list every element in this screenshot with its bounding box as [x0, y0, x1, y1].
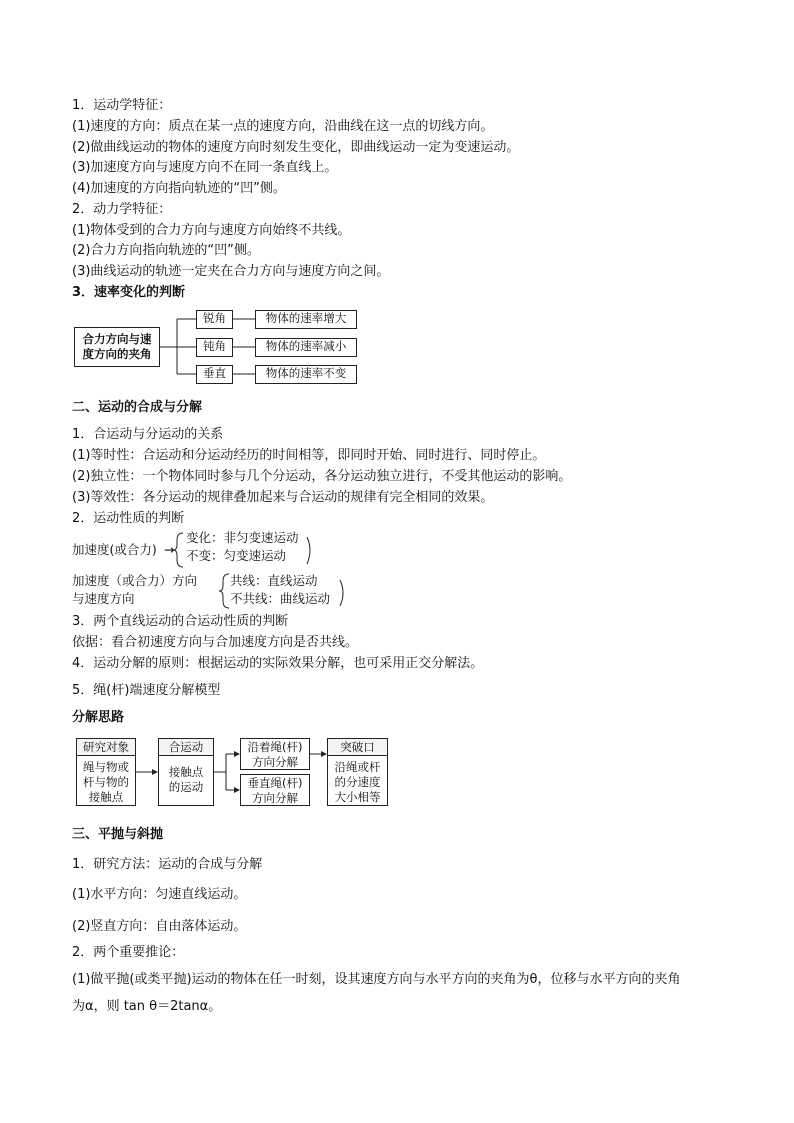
flow-line: 绳与物或 [83, 760, 129, 774]
list-item: (2)竖直方向：自由落体运动。 [72, 919, 247, 934]
angle-box-right: 垂直 [196, 365, 233, 384]
flow-line: 杆与物的 [83, 775, 129, 789]
rule-top-branch: 共线：直线运动 [230, 573, 318, 588]
flow-box-head: 合运动 [159, 739, 213, 756]
rule-left-label: 加速度（或合力）方向 [72, 573, 198, 588]
list-item: (3)曲线运动的轨迹一定夹在合力方向与速度方向之间。 [72, 264, 390, 279]
flow-line: 接触点 [88, 790, 124, 804]
flow-line: 的运动 [168, 780, 204, 794]
rule-left-label: 加速度(或合力) [72, 542, 157, 557]
angle-box-obtuse: 钝角 [196, 338, 233, 357]
heading-dynamics: 2．动力学特征： [72, 202, 172, 217]
flow-box-head: 突破口 [328, 739, 387, 756]
result-box-decrease: 物体的速率减小 [255, 338, 357, 357]
rule-top-branch: 变化：非匀变速运动 [186, 530, 299, 545]
flow-line: 垂直绳(杆) [247, 776, 303, 790]
flow-line: 接触点 [168, 765, 204, 779]
part-title-projectile: 三、平抛与斜抛 [72, 827, 164, 842]
subheading-approach: 分解思路 [72, 710, 125, 725]
heading-speed-change: 3．速率变化的判断 [72, 285, 186, 300]
list-item: (1)速度的方向：质点在某一点的速度方向，沿曲线在这一点的切线方向。 [72, 119, 494, 134]
paragraph: 4．运动分解的原则：根据运动的实际效果分解，也可采用正交分解法。 [72, 656, 484, 671]
heading-kinematics: 1．运动学特征： [72, 98, 172, 113]
flow-line: 大小相等 [334, 790, 381, 804]
heading-corollaries: 2．两个重要推论： [72, 945, 185, 960]
paragraph: 1．研究方法：运动的合成与分解 [72, 857, 263, 872]
result-box-increase: 物体的速率增大 [255, 310, 357, 329]
heading-two-lines: 3．两个直线运动的合运动性质的判断 [72, 614, 289, 629]
result-box-unchanged: 物体的速率不变 [255, 365, 357, 384]
list-item: (2)做曲线运动的物体的速度方向时刻发生变化，即曲线运动一定为变速运动。 [72, 140, 520, 155]
rule-bottom-branch: 不共线：曲线运动 [230, 591, 331, 606]
list-item: (1)物体受到的合力方向与速度方向始终不共线。 [72, 223, 351, 238]
flow-line: 沿绳或杆 [334, 760, 381, 774]
paragraph: 为α，则 tan θ＝2tanα。 [72, 999, 222, 1014]
flow-line: 方向分解 [252, 755, 298, 769]
heading-relation: 1．合运动与分运动的关系 [72, 427, 224, 442]
diagram-root-line: 度方向的夹角 [82, 347, 152, 361]
heading-motion-nature: 2．运动性质的判断 [72, 511, 185, 526]
angle-box-acute: 锐角 [196, 310, 233, 329]
flow-box-head: 研究对象 [77, 739, 135, 756]
paragraph: (1)做平抛(或类平抛)运动的物体在任一时刻，设其速度方向与水平方向的夹角为θ，位移与水平方向的夹角 [72, 972, 681, 987]
flow-line: 的分速度 [334, 775, 381, 789]
arrow-icon: → [164, 542, 175, 557]
heading-rope-model: 5．绳(杆)端速度分解模型 [72, 683, 221, 698]
flow-line: 沿着绳(杆) [247, 740, 303, 754]
list-item: (1)水平方向：匀速直线运动。 [72, 887, 247, 902]
diagram-root-line: 合力方向与速 [82, 332, 152, 346]
rule-left-label: 与速度方向 [72, 591, 135, 606]
paragraph: 依据：看合初速度方向与合加速度方向是否共线。 [72, 635, 359, 650]
list-item: (3)等效性：各分运动的规律叠加起来与合运动的规律有完全相同的效果。 [72, 490, 494, 505]
rule-bottom-branch: 不变：匀变速运动 [186, 548, 287, 563]
list-item: (4)加速度的方向指向轨迹的“凹”侧。 [72, 181, 286, 196]
list-item: (1)等时性：合运动和分运动经历的时间相等，即同时开始、同时进行、同时停止。 [72, 448, 546, 463]
list-item: (2)合力方向指向轨迹的“凹”侧。 [72, 243, 260, 258]
flow-line: 方向分解 [252, 791, 298, 805]
part-title-composition: 二、运动的合成与分解 [72, 400, 203, 415]
list-item: (3)加速度方向与速度方向不在同一条直线上。 [72, 160, 338, 175]
list-item: (2)独立性：一个物体同时参与几个分运动，各分运动独立进行，不受其他运动的影响。 [72, 469, 572, 484]
